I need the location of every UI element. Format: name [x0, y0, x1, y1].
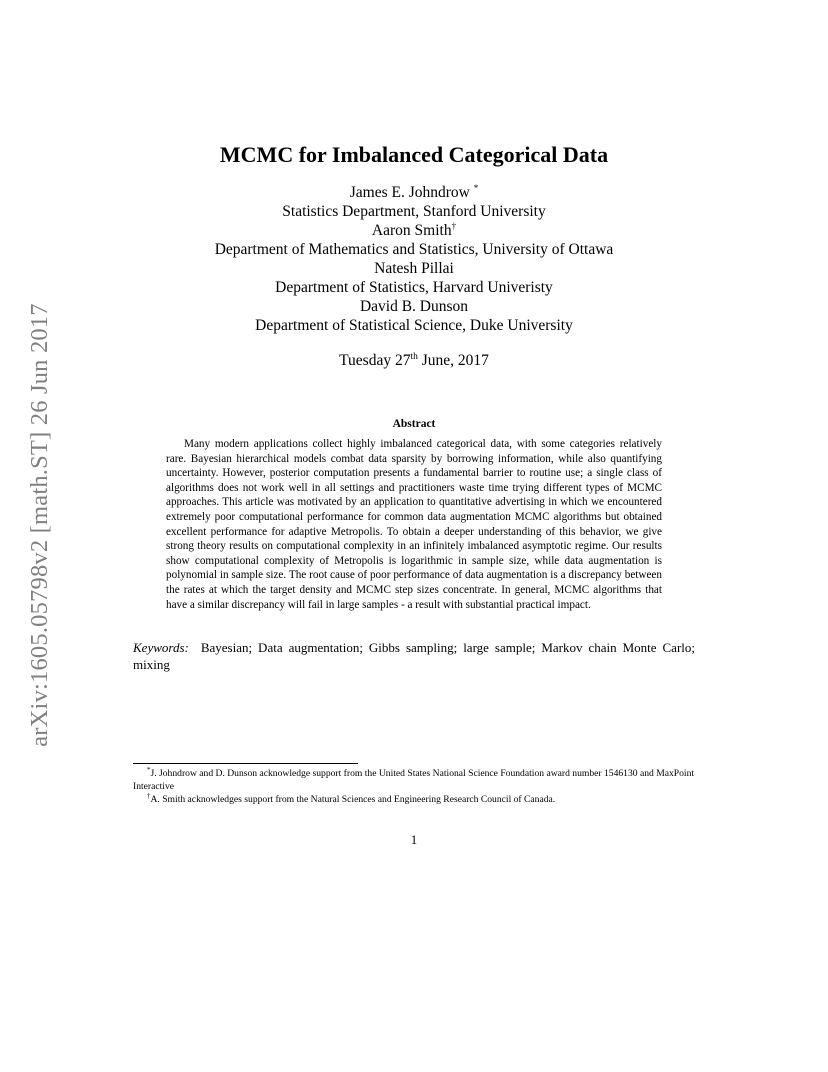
author-name: David B. Dunson [359, 298, 469, 315]
abstract-heading: Abstract [392, 418, 436, 430]
author-affiliation: Department of Statistics, Harvard Univeristy [275, 279, 553, 296]
paper-date [0, 351, 828, 371]
author-footnote-mark: † [451, 221, 457, 231]
author-name: James E. Johndrow [349, 184, 470, 201]
author-affiliation: Department of Statistical Science, Duke University [255, 317, 573, 334]
author-block [0, 183, 828, 335]
footnote [133, 767, 695, 793]
abstract-body: Many modern applications collect highly imbalanced categorical data, with some categories relatively rare. Bayesian hierarchical models combat data sparsity by borrowing information, while also quantifying uncertainty. However, posterior computation presents a fundamental barrier to routine use; a single class of algorithms does not work well in all settings and practitioners waste time trying different types of MCMC approaches. This article was motivated by an application to quantitative advertising in which we encountered extremely poor computational performance for common data augmentation MCMC algorithms but obtained excellent performance for adaptive Metropolis. To obtain a deeper understanding of this behavior, we give strong theory results on computational complexity in an infinitely imbalanced asymptotic regime. Our results show computational complexity of Metropolis is logarithmic in sample size, while data augmentation is polynomial in sample size. The root cause of poor performance of data augmentation is a discrepancy between the rates at which the target density and MCMC step sizes concentrate. In general, MCMC algorithms that have a similar discrepancy will fail in large samples - a result with substantial practical impact. [166, 438, 662, 611]
author-line [0, 259, 828, 278]
footnote-text: A. Smith acknowledges support from the Natural Sciences and Engineering Research Council of Canada. [150, 794, 556, 805]
author-line [0, 221, 828, 240]
author-name: Natesh Pillai [374, 260, 454, 277]
author-footnote-mark: * [473, 183, 479, 193]
date-suffix: June, 2017 [417, 352, 489, 369]
author-affiliation: Statistics Department, Stanford University [282, 203, 546, 220]
footnote-mark: * [147, 766, 151, 774]
date-prefix: Tuesday 27 [339, 352, 411, 369]
author-name: Aaron Smith [371, 222, 452, 239]
date-superscript: th [410, 352, 418, 362]
author-affiliation: Department of Mathematics and Statistics, University of Ottawa [214, 241, 614, 258]
keywords-label: Keywords: [133, 640, 189, 655]
footnote-text: J. Johndrow and D. Dunson acknowledge support from the United States National Science Foundation award number 1546130 and MaxPoint Interactive [133, 768, 695, 792]
keywords [133, 639, 695, 673]
footnotes [133, 767, 695, 806]
footnote-mark: † [147, 792, 151, 800]
paper-title: MCMC for Imbalanced Categorical Data [219, 142, 609, 167]
footnote [133, 793, 695, 806]
keywords-text: Bayesian; Data augmentation; Gibbs sampling; large sample; Markov chain Monte Carlo; mixing [133, 640, 695, 672]
footnote-divider [133, 763, 358, 764]
arxiv-side-stamp: arXiv:1605.05798v2 [math.ST] 26 Jun 2017 [26, 303, 53, 747]
author-line [0, 297, 828, 316]
author-line [0, 183, 828, 202]
page-number: 1 [410, 833, 418, 847]
